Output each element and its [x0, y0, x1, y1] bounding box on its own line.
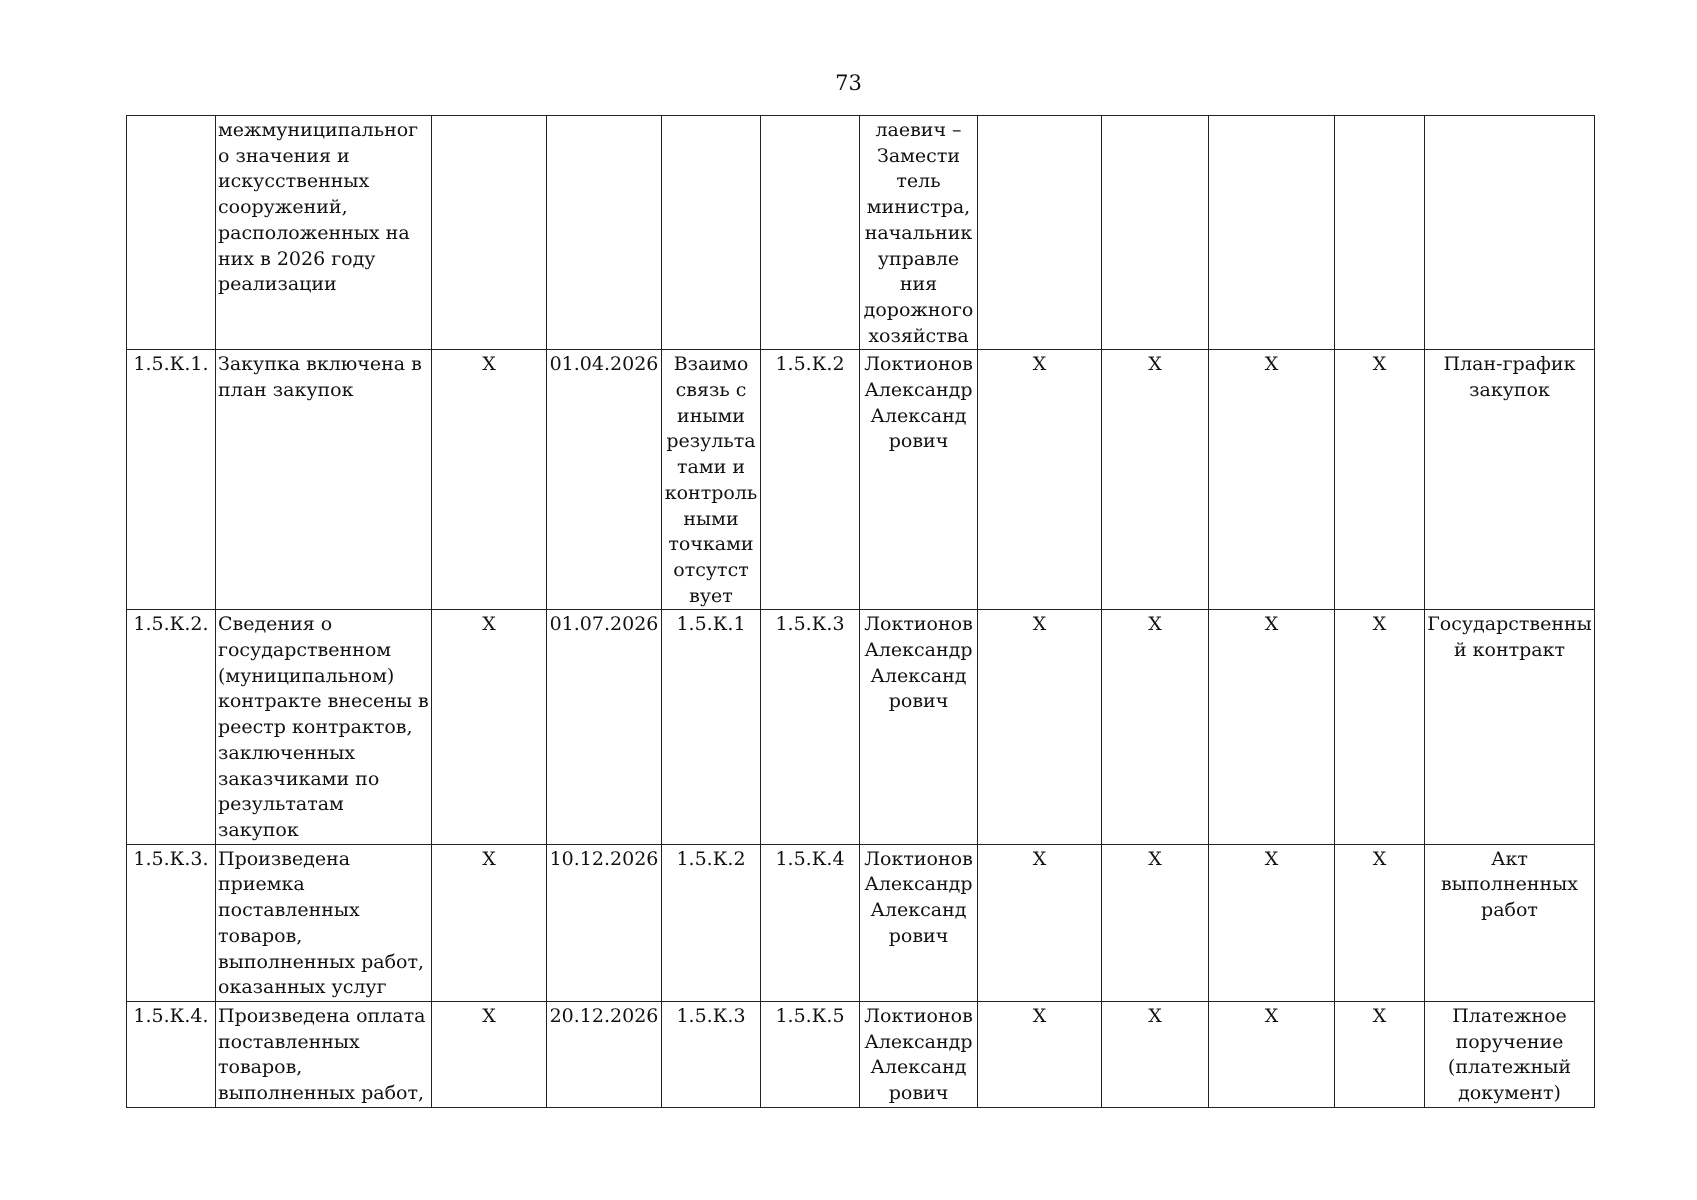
mark-cell: X: [1335, 844, 1425, 1001]
successor-cell: 1.5.К.4: [761, 844, 860, 1001]
mark-cell: [978, 116, 1102, 350]
mark-cell: X: [978, 1001, 1102, 1107]
table-row: [127, 610, 1595, 844]
responsible-cell: лаевич – Замести тель министра, начальник управле ния дорожного хозяйства: [860, 116, 978, 350]
document-cell: Платежное поручение (платежный документ): [1425, 1001, 1595, 1107]
due-date-cell: [547, 116, 662, 350]
responsible-cell: Локтионов Александр Александ рович: [860, 844, 978, 1001]
table-row: [127, 350, 1595, 610]
base-value-cell: X: [432, 610, 547, 844]
mark-cell: [1209, 116, 1335, 350]
responsible-cell: Локтионов Александр Александ рович: [860, 1001, 978, 1107]
base-value-cell: X: [432, 350, 547, 610]
row-number-cell: 1.5.К.2.: [127, 610, 216, 844]
mark-cell: X: [1335, 350, 1425, 610]
mark-cell: X: [1102, 610, 1209, 844]
mark-cell: X: [1102, 350, 1209, 610]
result-name-cell: Произведена оплата поставленных товаров, выполненных работ,: [216, 1001, 432, 1107]
mark-cell: X: [978, 844, 1102, 1001]
mark-cell: [1102, 116, 1209, 350]
due-date-cell: 01.04.2026: [547, 350, 662, 610]
row-number-cell: 1.5.К.1.: [127, 350, 216, 610]
table-row: [127, 116, 1595, 350]
result-name-cell: Произведена приемка поставленных товаров, выполненных работ, оказанных услуг: [216, 844, 432, 1001]
mark-cell: X: [978, 350, 1102, 610]
due-date-cell: 10.12.2026: [547, 844, 662, 1001]
result-name-cell: Закупка включена в план закупок: [216, 350, 432, 610]
mark-cell: X: [1209, 844, 1335, 1001]
table-row: [127, 844, 1595, 1001]
control-points-table: [126, 115, 1595, 1108]
predecessor-cell: 1.5.К.3: [662, 1001, 761, 1107]
result-name-cell: межмуниципального значения и искусственных сооружений, расположенных на них в 2026 году реализации: [216, 116, 432, 350]
successor-cell: 1.5.К.2: [761, 350, 860, 610]
mark-cell: X: [1102, 1001, 1209, 1107]
result-name-cell: Сведения о государственном (муниципальном) контракте внесены в реестр контрактов, заключенных заказчиками по результатам закупок: [216, 610, 432, 844]
row-number-cell: 1.5.К.3.: [127, 844, 216, 1001]
mark-cell: X: [978, 610, 1102, 844]
successor-cell: 1.5.К.3: [761, 610, 860, 844]
base-value-cell: X: [432, 844, 547, 1001]
page-number: 73: [835, 71, 862, 95]
mark-cell: [1335, 116, 1425, 350]
predecessor-cell: 1.5.К.2: [662, 844, 761, 1001]
document-cell: [1425, 116, 1595, 350]
predecessor-cell: Взаимо связь с иными результа тами и контроль ными точками отсутст вует: [662, 350, 761, 610]
base-value-cell: [432, 116, 547, 350]
predecessor-cell: 1.5.К.1: [662, 610, 761, 844]
mark-cell: X: [1209, 610, 1335, 844]
due-date-cell: 01.07.2026: [547, 610, 662, 844]
responsible-cell: Локтионов Александр Александ рович: [860, 350, 978, 610]
base-value-cell: X: [432, 1001, 547, 1107]
due-date-cell: 20.12.2026: [547, 1001, 662, 1107]
predecessor-cell: [662, 116, 761, 350]
mark-cell: X: [1209, 1001, 1335, 1107]
row-number-cell: 1.5.К.4.: [127, 1001, 216, 1107]
document-cell: План-график закупок: [1425, 350, 1595, 610]
table-row: [127, 1001, 1595, 1107]
document-cell: Государственный контракт: [1425, 610, 1595, 844]
responsible-cell: Локтионов Александр Александ рович: [860, 610, 978, 844]
mark-cell: X: [1335, 610, 1425, 844]
successor-cell: [761, 116, 860, 350]
mark-cell: X: [1335, 1001, 1425, 1107]
document-cell: Акт выполненных работ: [1425, 844, 1595, 1001]
mark-cell: X: [1209, 350, 1335, 610]
row-number-cell: [127, 116, 216, 350]
mark-cell: X: [1102, 844, 1209, 1001]
successor-cell: 1.5.К.5: [761, 1001, 860, 1107]
